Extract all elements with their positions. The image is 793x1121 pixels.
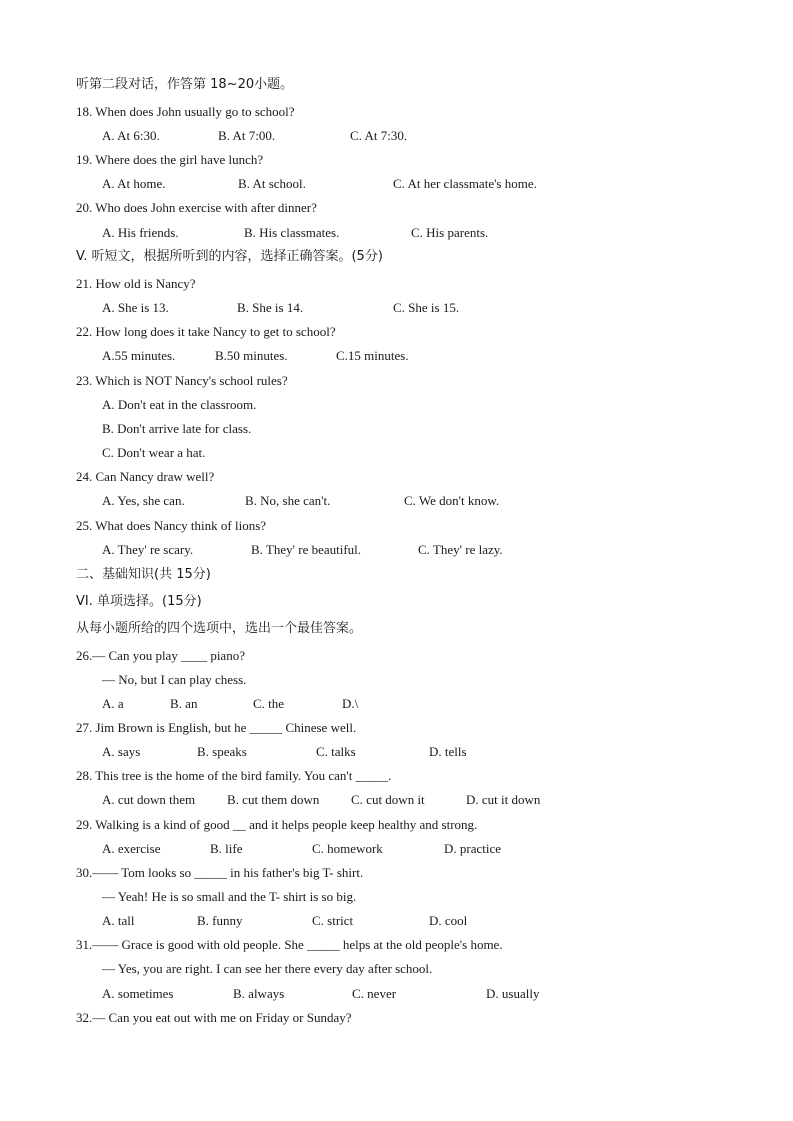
q20-option-a: A. His friends. — [102, 225, 179, 240]
section-heading-listening-2: 听第二段对话，作答第 18~20小题。 — [76, 77, 294, 92]
q25-option-b: B. They' re beautiful. — [251, 542, 362, 557]
q30-option-c: C. strict — [312, 913, 354, 928]
q29-option-b: B. life — [210, 841, 243, 856]
q18-option-a: A. At 6:30. — [102, 128, 160, 143]
section-heading-v: V. 听短文，根据所听到的内容，选择正确答案。(5分) — [76, 249, 383, 264]
question-29: 29. Walking is a kind of good __ and it helps people keep healthy and strong. — [76, 817, 478, 832]
q19-option-a: A. At home. — [102, 176, 166, 191]
q26-option-a: A. a — [102, 696, 124, 711]
q26-option-b: B. an — [170, 696, 198, 711]
q30-option-a: A. tall — [102, 913, 135, 928]
q31-option-b: B. always — [233, 986, 285, 1001]
q20-option-c: C. His parents. — [411, 225, 489, 240]
q26-reply: — No, but I can play chess. — [102, 672, 247, 687]
q31-option-c: C. never — [352, 986, 397, 1001]
q30-reply: — Yeah! He is so small and the T- shirt is so big. — [102, 889, 357, 904]
question-31: 31.—— Grace is good with old people. She _____ helps at the old people's home. — [76, 937, 503, 952]
q28-option-a: A. cut down them — [102, 792, 196, 807]
section-vi-instruction: 从每小题所给的四个选项中，选出一个最佳答案。 — [76, 621, 363, 636]
q20-option-b: B. His classmates. — [244, 225, 340, 240]
q18-option-b: B. At 7:00. — [218, 128, 276, 143]
q31-option-d: D. usually — [486, 986, 540, 1001]
q29-option-c: C. homework — [312, 841, 383, 856]
q30-option-d: D. cool — [429, 913, 468, 928]
q25-option-c: C. They' re lazy. — [418, 542, 503, 557]
q18-option-c: C. At 7:30. — [350, 128, 408, 143]
question-32: 32.— Can you eat out with me on Friday or Sunday? — [76, 1010, 352, 1025]
question-23: 23. Which is NOT Nancy's school rules? — [76, 373, 288, 388]
question-30: 30.—— Tom looks so _____ in his father's big T- shirt. — [76, 865, 364, 880]
part-2-heading: 二、基础知识(共 15分) — [76, 567, 211, 582]
q22-option-a: A.55 minutes. — [102, 348, 176, 363]
q21-option-b: B. She is 14. — [237, 300, 304, 315]
q28-option-b: B. cut them down — [227, 792, 320, 807]
q28-option-c: C. cut down it — [351, 792, 425, 807]
question-26: 26.— Can you play ____ piano? — [76, 648, 245, 663]
q26-option-c: C. the — [253, 696, 285, 711]
q21-option-c: C. She is 15. — [393, 300, 460, 315]
question-22: 22. How long does it take Nancy to get to school? — [76, 324, 336, 339]
q27-option-b: B. speaks — [197, 744, 247, 759]
question-21: 21. How old is Nancy? — [76, 276, 196, 291]
q31-option-a: A. sometimes — [102, 986, 174, 1001]
q27-option-a: A. says — [102, 744, 141, 759]
q28-option-d: D. cut it down — [466, 792, 541, 807]
question-19: 19. Where does the girl have lunch? — [76, 152, 264, 167]
q19-option-c: C. At her classmate's home. — [393, 176, 537, 191]
q24-option-a: A. Yes, she can. — [102, 493, 185, 508]
q26-option-d: D.\ — [342, 696, 359, 711]
q23-option-b: B. Don't arrive late for class. — [102, 421, 252, 436]
q24-option-b: B. No, she can't. — [245, 493, 331, 508]
question-27: 27. Jim Brown is English, but he _____ Chinese well. — [76, 720, 357, 735]
question-24: 24. Can Nancy draw well? — [76, 469, 215, 484]
q29-option-d: D. practice — [444, 841, 502, 856]
q25-option-a: A. They' re scary. — [102, 542, 194, 557]
question-20: 20. Who does John exercise with after dinner? — [76, 200, 317, 215]
q23-option-a: A. Don't eat in the classroom. — [102, 397, 257, 412]
q29-option-a: A. exercise — [102, 841, 161, 856]
q27-option-d: D. tells — [429, 744, 467, 759]
question-25: 25. What does Nancy think of lions? — [76, 518, 267, 533]
question-28: 28. This tree is the home of the bird family. You can't _____. — [76, 768, 392, 783]
q21-option-a: A. She is 13. — [102, 300, 169, 315]
q22-option-b: B.50 minutes. — [215, 348, 288, 363]
q19-option-b: B. At school. — [238, 176, 306, 191]
q24-option-c: C. We don't know. — [404, 493, 500, 508]
q23-option-c: C. Don't wear a hat. — [102, 445, 206, 460]
q22-option-c: C.15 minutes. — [336, 348, 409, 363]
question-18: 18. When does John usually go to school? — [76, 104, 295, 119]
q31-reply: — Yes, you are right. I can see her there every day after school. — [102, 961, 433, 976]
q30-option-b: B. funny — [197, 913, 243, 928]
section-heading-vi: VI. 单项选择。(15分) — [76, 594, 202, 609]
q27-option-c: C. talks — [316, 744, 356, 759]
